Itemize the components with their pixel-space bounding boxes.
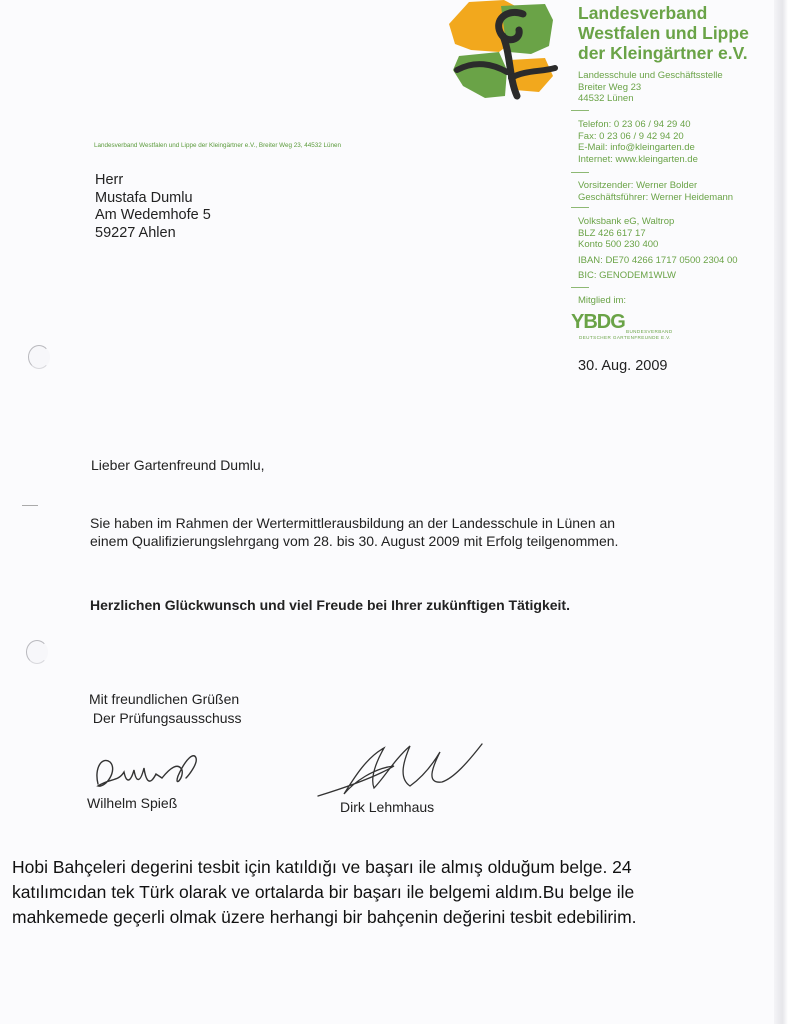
letter-date: 30. Aug. 2009 xyxy=(578,358,668,374)
website-link[interactable]: Internet: www.kleingarten.de xyxy=(578,153,698,165)
recipient-line: 59227 Ahlen xyxy=(95,224,176,241)
sender-return-line: Landesverband Westfalen und Lippe der Kleingärtner e.V., Breiter Weg 23, 44532 Lünen xyxy=(94,142,342,149)
kleingarten-logo-icon xyxy=(449,0,561,100)
congratulations-text: Herzlichen Glückwunsch und viel Freude bei Ihrer zukünftigen Tätigkeit. xyxy=(90,597,570,613)
org-name-line: der Kleingärtner e.V. xyxy=(578,43,748,63)
closing-line: Mit freundlichen Grüßen xyxy=(89,691,240,707)
fold-mark xyxy=(22,505,38,506)
punch-hole-bottom xyxy=(26,640,48,664)
letterhead-separator xyxy=(571,110,589,111)
signature-lehmhaus-icon xyxy=(314,738,486,800)
bdg-leaf-icon: Y xyxy=(571,311,584,333)
bank-line: IBAN: DE70 4266 1717 0500 2304 00 xyxy=(578,254,738,266)
caption-line: mahkemede geçerli olmak üzere herhangi bir bahçenin değerini tesbit edebilirim. xyxy=(12,907,637,927)
phone-text: Telefon: 0 23 06 / 94 29 40 xyxy=(578,119,691,130)
turkish-caption xyxy=(12,855,772,930)
address-line: 44532 Lünen xyxy=(578,93,634,104)
recipient-line: Am Wedemhofe 5 xyxy=(95,207,211,223)
bank-line: Volksbank eG, Waltrop xyxy=(578,216,675,227)
org-address xyxy=(578,70,778,105)
closing-line: Der Prüfungsausschuss xyxy=(89,710,242,726)
org-bank xyxy=(578,216,778,282)
letterhead-separator xyxy=(571,287,589,288)
manager-text: Geschäftsführer: Werner Heidemann xyxy=(578,191,734,203)
punch-hole-top xyxy=(28,345,50,369)
member-label: Mitglied im: xyxy=(578,295,627,306)
chairman-text: Vorsitzender: Werner Bolder xyxy=(578,180,698,191)
body-line: Sie haben im Rahmen der Wertermittlerausbildung an der Landesschule in Lünen an xyxy=(90,515,616,531)
signer-name-2: Dirk Lehmhaus xyxy=(340,799,435,815)
fax-text: Fax: 0 23 06 / 9 42 94 20 xyxy=(578,130,684,142)
org-people xyxy=(578,180,778,203)
caption-line: Hobi Bahçeleri degerini tesbit için katıldığı ve başarı ile almış olduğum belge. 24 xyxy=(12,857,632,877)
bank-line: BIC: GENODEM1WLW xyxy=(578,270,676,281)
signature-spiess-icon xyxy=(90,748,210,796)
recipient-address xyxy=(95,172,211,242)
bdg-mark-text: BDG xyxy=(583,311,625,333)
bank-line: BLZ 426 617 17 xyxy=(578,227,646,239)
address-line: Landesschule und Geschäftsstelle xyxy=(578,70,723,81)
signer-name-1: Wilhelm Spieß xyxy=(87,795,178,811)
org-name-line: Landesverband xyxy=(578,3,708,23)
bdg-logo xyxy=(571,311,711,345)
recipient-line: Mustafa Dumlu xyxy=(95,189,193,206)
salutation: Lieber Gartenfreund Dumlu, xyxy=(91,457,265,473)
address-line: Breiter Weg 23 xyxy=(578,81,642,93)
org-name xyxy=(578,3,749,63)
letter-body xyxy=(90,514,730,550)
bdg-subtitle: DEUTSCHER GARTENFREUNDE E.V. xyxy=(579,335,671,340)
recipient-line: Herr xyxy=(95,172,124,188)
org-contact xyxy=(578,119,778,165)
org-name-line: Westfalen und Lippe xyxy=(578,23,749,43)
closing xyxy=(89,690,242,728)
email-link[interactable]: E-Mail: info@kleingarten.de xyxy=(578,142,695,153)
letterhead-separator xyxy=(571,207,589,208)
letterhead-separator xyxy=(571,172,589,173)
caption-line: katılımcıdan tek Türk olarak ve ortalarda bir başarı ile belgemi aldım.Bu belge ile xyxy=(12,882,635,902)
bdg-mark xyxy=(571,311,625,334)
bdg-subtitle: BUNDESVERBAND xyxy=(626,329,673,334)
body-line: einem Qualifizierungslehrgang vom 28. bis 30. August 2009 mit Erfolg teilgenommen. xyxy=(90,533,619,549)
bank-line: Konto 500 230 400 xyxy=(578,239,659,250)
